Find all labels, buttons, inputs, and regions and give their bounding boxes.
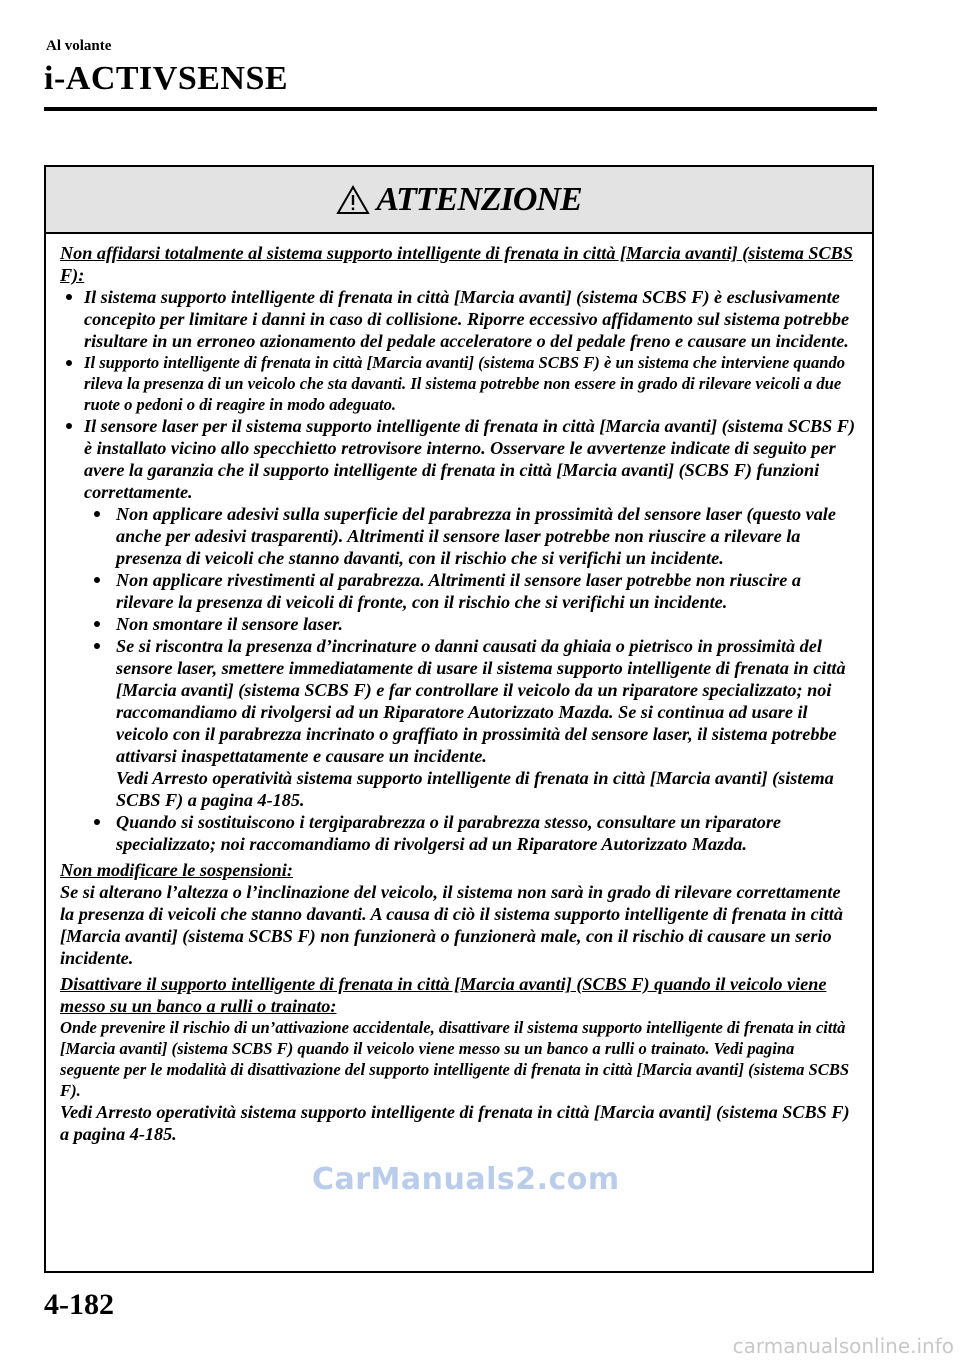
paragraph-deactivate: Onde prevenire il rischio di un’attivazione accidentale, disattivare il sistema supporto intelligente di frenata in città [Marcia avanti] (sistema SCBS F) quando il veicolo viene messo su un banco a rulli o trainato. Vedi pagina seguente per le modalità di disattivazione del supporto intelligente di frenata in città [Marcia avanti] (sistema SCBS F).	[60, 1018, 850, 1100]
page-title: i-ACTIVSENSE	[44, 60, 289, 97]
bullet-dot	[94, 511, 100, 517]
bullet-dot	[94, 621, 100, 627]
watermark-logo: CarManuals2.com	[312, 1162, 620, 1197]
bullet-dot	[94, 643, 100, 649]
section-label: Al volante	[46, 38, 112, 54]
warning-body	[46, 234, 872, 1145]
warning-triangle-icon	[336, 185, 370, 215]
sub-bullet-text: Non smontare il sensore laser.	[116, 614, 343, 634]
warning-box	[44, 165, 874, 1273]
paragraph-suspension: Se si alterano l’altezza o l’inclinazione del veicolo, il sistema non sarà in grado di rilevare correttamente la presenza di veicoli che stanno davanti. A causa di ciò il sistema supporto intelligente di frenata in città [Marcia avanti] (sistema SCBS F) non funzionerà o funzionerà male, con il rischio di causare un serio incidente.	[60, 882, 843, 968]
footer-site-text: carmanualsonline.info	[732, 1334, 954, 1358]
bullet-dot	[66, 294, 72, 300]
sub-bullet-text: Quando si sostituiscono i tergiparabrezza o il parabrezza stesso, consultare un riparatore specializzato; noi raccomandiamo di rivolgersi ad un Riparatore Autorizzato Mazda.	[116, 812, 781, 854]
sub-bullet-item	[60, 503, 858, 569]
sub-bullet-item	[60, 635, 858, 811]
bullet-text: Il sensore laser per il sistema supporto intelligente di frenata in città [Marcia avanti] (sistema SCBS F) è installato vicino allo specchietto retrovisore interno. Osservare le avvertenze indicate di seguito per avere la garanzia che il supporto intelligente di frenata in città [Marcia avanti] (SCBS F) funzioni correttamente.	[84, 416, 855, 502]
bullet-text: Il sistema supporto intelligente di frenata in città [Marcia avanti] (sistema SCBS F) è esclusivamente concepito per limitare i danni in caso di collisione. Riporre eccessivo affidamento sul sistema potrebbe risultare in un erroneo azionamento del pedale acceleratore o del pedale freno e causare un incidente.	[84, 287, 850, 351]
cross-reference: Vedi Arresto operatività sistema supporto intelligente di frenata in città [Marcia avanti] (sistema SCBS F) a pagina 4-185.	[60, 1102, 850, 1144]
bullet-text: Il supporto intelligente di frenata in città [Marcia avanti] (sistema SCBS F) è un sistema che interviene quando rileva la presenza di un veicolo che sta davanti. Il sistema potrebbe non essere in grado di rilevare veicoli a due ruote o pedoni o di reagire in modo adeguato.	[84, 353, 846, 414]
heading-no-rely: Non affidarsi totalmente al sistema supporto intelligente di frenata in città [Marcia avanti] (sistema SCBS F):	[60, 243, 853, 285]
sub-bullet-item	[60, 811, 858, 855]
header-rule	[44, 107, 877, 111]
bullet-dot	[94, 819, 100, 825]
bullet-item	[60, 415, 858, 503]
bullet-item	[60, 352, 858, 415]
bullet-dot	[66, 423, 72, 429]
bullet-item	[60, 286, 858, 352]
heading-deactivate: Disattivare il supporto intelligente di frenata in città [Marcia avanti] (SCBS F) quando il veicolo viene messo su un banco a rulli o trainato:	[60, 974, 827, 1016]
warning-header	[46, 167, 872, 234]
sub-bullet-text: Non applicare adesivi sulla superficie del parabrezza in prossimità del sensore laser (questo vale anche per adesivi trasparenti). Altrimenti il sensore laser potrebbe non riuscire a rilevare la presenza di veicoli che stanno davanti, con il rischio che si verifichi un incidente.	[116, 504, 836, 568]
page-number: 4-182	[44, 1288, 114, 1321]
warning-title: ATTENZIONE	[376, 180, 582, 218]
sub-bullet-text: Se si riscontra la presenza d’incrinature o danni causati da ghiaia o pietrisco in prossimità del sensore laser, smettere immediatamente di usare il sistema supporto intelligente di frenata in città [Marcia avanti] (sistema SCBS F) e far controllare il veicolo da un riparatore specializzato; noi raccomandiamo di rivolgersi ad un Riparatore Autorizzato Mazda. Se si continua ad usare il veicolo con il parabrezza incrinato o graffiato in prossimità del sensore laser, il sistema potrebbe attivarsi inaspettatamente e causare un incidente.	[116, 636, 846, 766]
bullet-dot	[94, 577, 100, 583]
sub-bullet-text: Non applicare rivestimenti al parabrezza. Altrimenti il sensore laser potrebbe non riuscire a rilevare la presenza di veicoli di fronte, con il rischio che si verifichi un incidente.	[116, 570, 801, 612]
heading-suspension: Non modificare le sospensioni:	[60, 860, 293, 880]
cross-reference: Vedi Arresto operatività sistema supporto intelligente di frenata in città [Marcia avanti] (sistema SCBS F) a pagina 4-185.	[116, 768, 834, 810]
bullet-dot	[66, 360, 72, 366]
sub-bullet-item	[60, 613, 858, 635]
sub-bullet-item	[60, 569, 858, 613]
